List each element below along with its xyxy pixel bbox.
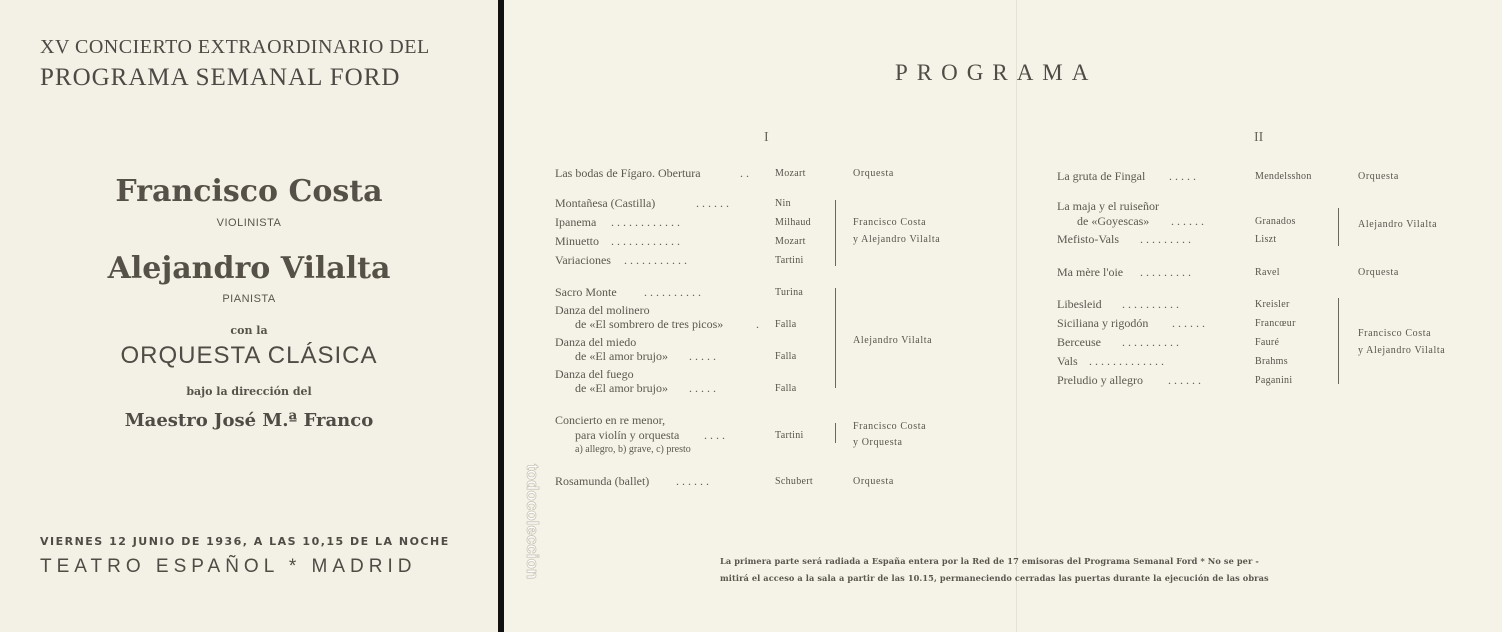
orchestra-name: ORQUESTA CLÁSICA [120, 342, 378, 369]
artist1-name: Francisco Costa [115, 174, 383, 209]
performer: Alejandro Vilalta [853, 335, 933, 346]
composer: Liszt [1255, 234, 1277, 245]
dot-leader: . . . . . [1169, 169, 1196, 183]
watermark [505, 460, 542, 625]
work-title: Siciliana y rigodón [1057, 316, 1149, 330]
venue-line: TEATRO ESPAÑOL * MADRID [40, 556, 417, 577]
broadcast-note-line1: La primera parte será radiada a España entera por la Red de 17 emisoras del Programa Semanal Ford * No se per - [720, 556, 1259, 566]
composer: Mozart [775, 168, 806, 179]
date-line: VIERNES 12 JUNIO DE 1936, A LAS 10,15 DE LA NOCHE [40, 535, 450, 548]
dot-leader: . . . . . . . . . . . . [611, 234, 680, 248]
concert-title-line2: PROGRAMA SEMANAL FORD [40, 64, 401, 91]
work-title: La maja y el ruiseñor [1057, 199, 1159, 213]
with-label: con la [230, 324, 268, 337]
work-title: Montañesa (Castilla) [555, 196, 656, 210]
brace [1338, 208, 1339, 246]
performer: y Orquesta [853, 437, 903, 448]
dot-leader: . . . . . . [1171, 214, 1204, 228]
work-title: Danza del fuego [555, 367, 634, 381]
dot-leader: . . . . . . . . . . [1122, 335, 1179, 349]
work-title: Ma mère l'oie [1057, 265, 1124, 279]
composer: Brahms [1255, 356, 1288, 367]
concert-title-line1: XV CONCIERTO EXTRAORDINARIO DEL [40, 36, 430, 58]
dot-leader: . . . . . . . . . . . [624, 253, 687, 267]
fold-line [1016, 0, 1017, 632]
program-panel [504, 0, 1502, 632]
work-title: Concierto en re menor, [555, 413, 666, 427]
composer: Tartini [775, 430, 804, 441]
program-title: PROGRAMA [895, 60, 1098, 85]
composer: Mozart [775, 236, 806, 247]
work-movements: a) allegro, b) grave, c) presto [575, 444, 691, 455]
work-title: Libesleid [1057, 297, 1102, 311]
work-subtitle: de «El sombrero de tres picos» [575, 317, 724, 331]
composer: Tartini [775, 255, 804, 266]
performer: Francisco Costa [853, 217, 927, 228]
composer: Granados [1255, 216, 1296, 227]
work-title: La gruta de Fingal [1057, 169, 1146, 183]
dot-leader: . . . . . . . . . . [644, 285, 701, 299]
work-title: Danza del miedo [555, 335, 637, 349]
composer: Mendelsshon [1255, 171, 1312, 182]
part2-label: II [1254, 130, 1264, 145]
work-title: Berceuse [1057, 335, 1101, 349]
brace [835, 288, 836, 388]
composer: Kreisler [1255, 299, 1290, 310]
performer: y Alejandro Vilalta [853, 234, 941, 245]
dot-leader: . [756, 317, 759, 331]
work-title: Minuetto [555, 234, 599, 248]
brace [1338, 298, 1339, 384]
artist2-name: Alejandro Vilalta [107, 251, 391, 286]
work-title: Las bodas de Fígaro. Obertura [555, 166, 701, 180]
performer: Orquesta [853, 168, 894, 179]
composer: Milhaud [775, 217, 811, 228]
composer: Falla [775, 319, 797, 330]
dot-leader: . . . . . . . . . [1140, 265, 1191, 279]
performer: Francisco Costa [1358, 328, 1432, 339]
work-title: Rosamunda (ballet) [555, 474, 650, 488]
brace [835, 423, 836, 443]
work-title: Preludio y allegro [1057, 373, 1143, 387]
performer: Orquesta [853, 476, 894, 487]
dot-leader: . . . . . . . . . . . . [611, 215, 680, 229]
dot-leader: . . . . . . [696, 196, 729, 210]
performer: Orquesta [1358, 267, 1399, 278]
work-subtitle: de «El amor brujo» [575, 381, 668, 395]
watermark-text: todocoleccion [523, 464, 542, 580]
direction-label: bajo la dirección del [186, 385, 312, 398]
dot-leader: . . . . . . [1172, 316, 1205, 330]
cover-panel [0, 0, 498, 632]
artist2-role: PIANISTA [222, 293, 276, 305]
work-subtitle: para violín y orquesta [575, 428, 680, 442]
composer: Turina [775, 287, 804, 298]
composer: Nin [775, 198, 791, 209]
work-title: Mefisto-Vals [1057, 232, 1119, 246]
broadcast-note-line2: mitirá el acceso a la sala a partir de las 10.15, permaneciendo cerradas las puertas durante la ejecución de las obras [720, 573, 1269, 583]
dot-leader: . . . . . . . . . . [1122, 297, 1179, 311]
work-title: Sacro Monte [555, 285, 617, 299]
work-title: Variaciones [555, 253, 611, 267]
dot-leader: . . . . [704, 428, 725, 442]
composer: Ravel [1255, 267, 1280, 278]
dot-leader: . . . . . . [676, 474, 709, 488]
composer: Falla [775, 383, 797, 394]
composer: Francœur [1255, 318, 1296, 329]
dot-leader: . . [740, 166, 749, 180]
part1-label: I [764, 130, 769, 145]
work-subtitle: de «El amor brujo» [575, 349, 668, 363]
artist1-role: VIOLINISTA [216, 217, 282, 229]
dot-leader: . . . . . [689, 349, 716, 363]
composer: Schubert [775, 476, 813, 487]
work-subtitle: de «Goyescas» [1077, 214, 1150, 228]
dot-leader: . . . . . . [1168, 373, 1201, 387]
dot-leader: . . . . . . . . . . . . . [1089, 354, 1164, 368]
performer: Francisco Costa [853, 421, 927, 432]
performer: Alejandro Vilalta [1358, 219, 1438, 230]
brace [835, 200, 836, 266]
composer: Paganini [1255, 375, 1293, 386]
performer: y Alejandro Vilalta [1358, 345, 1446, 356]
performer: Orquesta [1358, 171, 1399, 182]
composer: Fauré [1255, 337, 1280, 348]
dot-leader: . . . . . [689, 381, 716, 395]
work-title: Danza del molinero [555, 303, 650, 317]
work-title: Ipanema [555, 215, 597, 229]
conductor-name: Maestro José M.ª Franco [124, 410, 374, 431]
work-title: Vals [1057, 354, 1078, 368]
dot-leader: . . . . . . . . . [1140, 232, 1191, 246]
composer: Falla [775, 351, 797, 362]
